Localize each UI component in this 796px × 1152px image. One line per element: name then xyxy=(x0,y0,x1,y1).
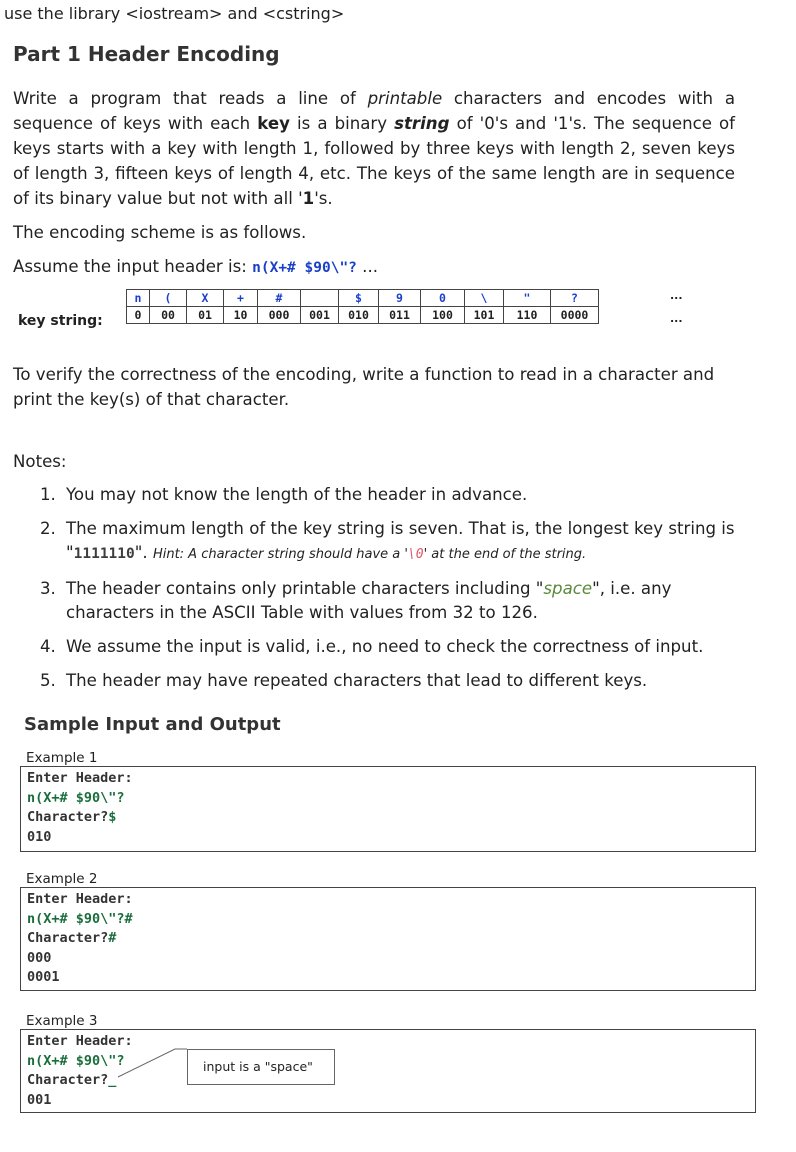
console-line: Enter Header: xyxy=(27,1033,133,1049)
key-table xyxy=(126,289,599,324)
console-line: 010 xyxy=(27,828,52,845)
table-ellipsis: ... xyxy=(670,289,683,302)
key-emphasis: key xyxy=(257,114,290,133)
key-cell: 000 xyxy=(258,307,301,324)
key-cell: 100 xyxy=(421,307,465,324)
key-cell: 0 xyxy=(127,307,150,324)
note-item: 1. You may not know the length of the header in advance. xyxy=(40,485,528,504)
key-row xyxy=(127,307,599,324)
example-box xyxy=(20,766,756,852)
console-line: Character?_ xyxy=(27,1072,117,1088)
example-label: Example 1 xyxy=(26,750,98,766)
hint-text: Hint: A character string should have a '\0' at the end of the string. xyxy=(152,547,587,562)
console-line: n(X+# $90\"?# xyxy=(27,910,133,927)
key-cell: 01 xyxy=(187,307,224,324)
example-box xyxy=(20,1029,756,1113)
scheme-line: The encoding scheme is as follows. xyxy=(13,223,307,242)
char-cell: ? xyxy=(551,290,599,307)
char-cell: # xyxy=(258,290,301,307)
table-ellipsis: ... xyxy=(670,312,683,325)
console-line: Enter Header: xyxy=(27,770,133,786)
console-line: n(X+# $90\"? xyxy=(27,789,125,806)
space-emphasis: space xyxy=(543,579,593,598)
key-cell: 101 xyxy=(465,307,504,324)
key-cell: 00 xyxy=(150,307,187,324)
console-line: 001 xyxy=(27,1091,52,1108)
note-item: 2. The maximum length of the key string is seven. That is, the longest key string is "1111110". Hint: A character string should have a '\0' at the end of the string. xyxy=(40,519,735,562)
key-cell: 011 xyxy=(379,307,421,324)
console-line: 0001 xyxy=(27,969,60,985)
key-string-label: key string: xyxy=(18,313,103,329)
console-line: Character?# xyxy=(27,930,117,946)
note-item: 4. We assume the input is valid, i.e., no need to check the correctness of input. xyxy=(40,637,704,656)
key-cell: 010 xyxy=(339,307,379,324)
intro-paragraph: Write a program that reads a line of printable characters and encodes with a sequence of keys with each key is a binary string of '0's and '1's. The sequence of keys starts with a key with length 1, followed by three keys with length 2, seven keys of length 3, fifteen keys of length 4, etc. The keys of the same length are in sequence of its binary value but not with all '1's. xyxy=(13,89,735,208)
example-label: Example 3 xyxy=(26,1013,98,1029)
char-cell: \ xyxy=(465,290,504,307)
space-callout: input is a "space" xyxy=(187,1049,335,1085)
example-box xyxy=(20,887,756,991)
console-line: Enter Header: xyxy=(27,891,133,907)
max-key-code: 1111110 xyxy=(73,546,135,562)
note-item: 5. The header may have repeated characters that lead to different keys. xyxy=(40,671,648,690)
one-emphasis: 1 xyxy=(302,189,315,208)
notes-heading: Notes: xyxy=(13,452,67,471)
console-line: n(X+# $90\"? xyxy=(27,1052,125,1069)
assume-line: Assume the input header is: n(X+# $90\"? ... xyxy=(13,257,379,276)
note-item: 3. The header contains only printable characters including "space", i.e. any characters in the ASCII Table with values from 32 to 126. xyxy=(40,579,672,622)
console-line: 000 xyxy=(27,949,52,966)
example-label: Example 2 xyxy=(26,871,98,887)
top-instruction: use the library <iostream> and <cstring> xyxy=(4,4,345,23)
console-line: Character?$ xyxy=(27,809,117,825)
assumed-header: n(X+# $90\"? xyxy=(252,260,357,276)
printable-emphasis: printable xyxy=(367,89,443,108)
char-cell: X xyxy=(187,290,224,307)
char-row xyxy=(127,290,599,307)
char-cell: ( xyxy=(150,290,187,307)
char-cell: 0 xyxy=(421,290,465,307)
part-title: Part 1 Header Encoding xyxy=(13,42,280,66)
key-cell: 110 xyxy=(504,307,551,324)
key-cell: 10 xyxy=(224,307,258,324)
notes-list xyxy=(40,483,740,693)
key-cell: 001 xyxy=(301,307,339,324)
char-cell: " xyxy=(504,290,551,307)
key-cell: 0000 xyxy=(551,307,599,324)
sample-title: Sample Input and Output xyxy=(24,714,281,735)
char-cell xyxy=(301,290,339,307)
char-cell: $ xyxy=(339,290,379,307)
char-cell: n xyxy=(127,290,150,307)
string-emphasis: string xyxy=(394,114,450,133)
char-cell: + xyxy=(224,290,258,307)
char-cell: 9 xyxy=(379,290,421,307)
verify-paragraph: To verify the correctness of the encoding, write a function to read in a character and print the key(s) of that character. xyxy=(13,365,715,409)
